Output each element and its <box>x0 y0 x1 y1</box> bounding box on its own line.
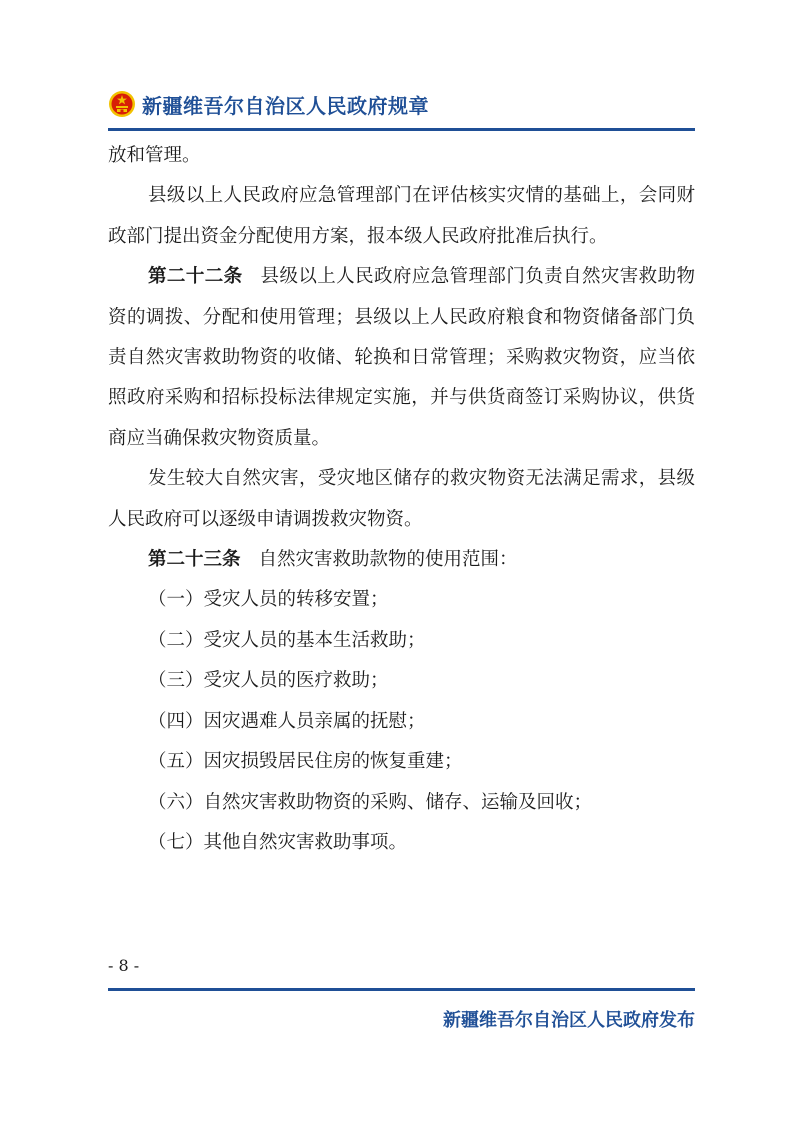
list-item: （四）因灾遇难人员亲属的抚慰； <box>148 710 426 732</box>
header-divider <box>108 128 695 131</box>
article-number: 第二十三条 <box>148 549 241 571</box>
article-23 <box>108 540 695 580</box>
article-text: 自然灾害救助款物的使用范围： <box>258 549 518 571</box>
paragraph: 县级以上人民政府应急管理部门在评估核实灾情的基础上，会同财政部门提出资金分配使用方案，报本级人民政府批准后执行。 <box>108 185 695 247</box>
footer-divider <box>108 988 695 991</box>
article-text: 县级以上人民政府应急管理部门负责自然灾害救助物资的调拨、分配和使用管理；县级以上人民政府粮食和物资储备部门负责自然灾害救助物资的收储、轮换和日常管理；采购救灾物资，应当依照政府采购和招标投标法律规定实施，并与供货商签订采购协议，供货商应当确保救灾物资质量。 <box>108 266 695 449</box>
list-item: （三）受灾人员的医疗救助； <box>148 670 389 692</box>
paragraph: 放和管理。 <box>108 145 201 166</box>
header-title: 新疆维吾尔自治区人民政府规章 <box>142 93 429 118</box>
page-header <box>108 88 429 120</box>
document-body <box>108 136 695 863</box>
list-item: （七）其他自然灾害救助事项。 <box>148 831 408 853</box>
footer-publisher: 新疆维吾尔自治区人民政府发布 <box>443 1010 695 1031</box>
list-item: （二）受灾人员的基本生活救助； <box>148 629 426 651</box>
article-22 <box>108 257 695 459</box>
page-number: - 8 - <box>108 956 140 975</box>
list-item: （一）受灾人员的转移安置； <box>148 589 389 611</box>
list-item: （六）自然灾害救助物资的采购、储存、运输及回收； <box>148 791 593 813</box>
article-number: 第二十二条 <box>148 266 243 288</box>
national-emblem-icon <box>108 90 136 118</box>
list-item: （五）因灾损毁居民住房的恢复重建； <box>148 751 463 773</box>
paragraph: 发生较大自然灾害，受灾地区储存的救灾物资无法满足需求，县级人民政府可以逐级申请调拨救灾物资。 <box>108 468 695 530</box>
